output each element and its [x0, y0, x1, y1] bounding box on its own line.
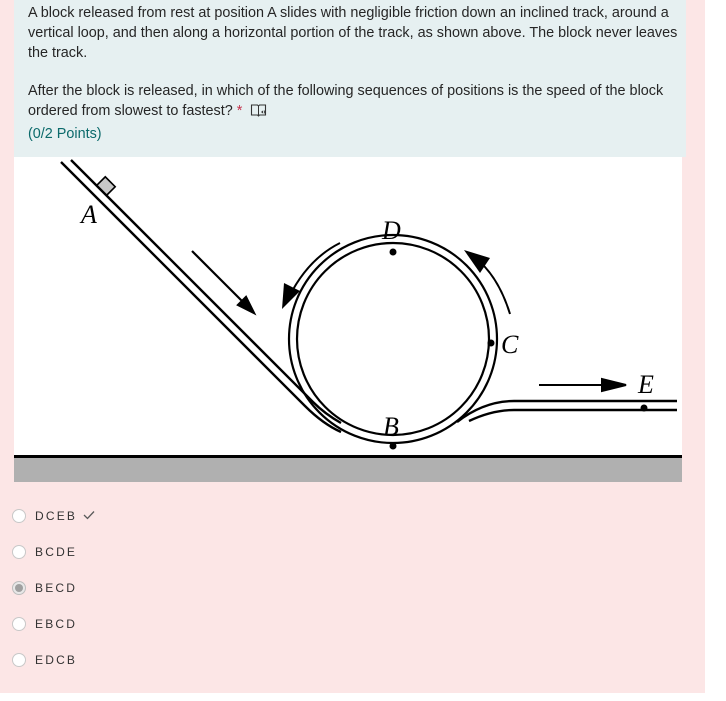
- answer-options: [12, 498, 95, 678]
- marker-b: [390, 443, 397, 450]
- label-e: E: [638, 370, 654, 399]
- question-header: [14, 0, 686, 157]
- exit-arrow: [539, 379, 626, 391]
- label-b: B: [383, 412, 399, 441]
- question-paragraph-1: A block released from rest at position A slides with negligible friction down an inclined track, around a vertical loop, and then along a horizontal portion of the track, as shown above. The block never leaves the track.: [28, 5, 678, 61]
- label-a: A: [81, 200, 97, 229]
- question-prompt: After the block is released, in which of the following sequences of positions is the speed of the block ordered from slowest to fastest?: [28, 83, 664, 119]
- immersive-reader-icon[interactable]: [250, 103, 267, 124]
- option-bcde[interactable]: [12, 534, 95, 570]
- marker-d: [390, 249, 397, 256]
- label-d: D: [382, 216, 401, 245]
- marker-e: [641, 405, 648, 412]
- option-label: BCDE: [35, 545, 78, 559]
- radio-button[interactable]: [12, 653, 26, 667]
- correct-check-icon: [83, 507, 95, 525]
- option-edcb[interactable]: [12, 642, 95, 678]
- physics-diagram: [14, 157, 682, 479]
- question-text: [28, 3, 678, 144]
- points-indicator: (0/2 Points): [28, 126, 102, 142]
- radio-button[interactable]: [12, 545, 26, 559]
- option-label: DCEB: [35, 509, 78, 523]
- option-dceb[interactable]: [12, 498, 95, 534]
- radio-button[interactable]: [12, 509, 26, 523]
- option-label: EDCB: [35, 653, 78, 667]
- label-c: C: [501, 330, 519, 359]
- block: [97, 177, 115, 195]
- marker-c: [488, 340, 495, 347]
- required-marker: *: [236, 103, 243, 119]
- question-paragraph-2: [28, 81, 678, 124]
- option-label: EBCD: [35, 617, 78, 631]
- option-label: BECD: [35, 581, 78, 595]
- option-ebcd[interactable]: [12, 606, 95, 642]
- radio-button-selected[interactable]: [12, 581, 26, 595]
- radio-button[interactable]: [12, 617, 26, 631]
- option-becd[interactable]: [12, 570, 95, 606]
- ground: [14, 455, 682, 482]
